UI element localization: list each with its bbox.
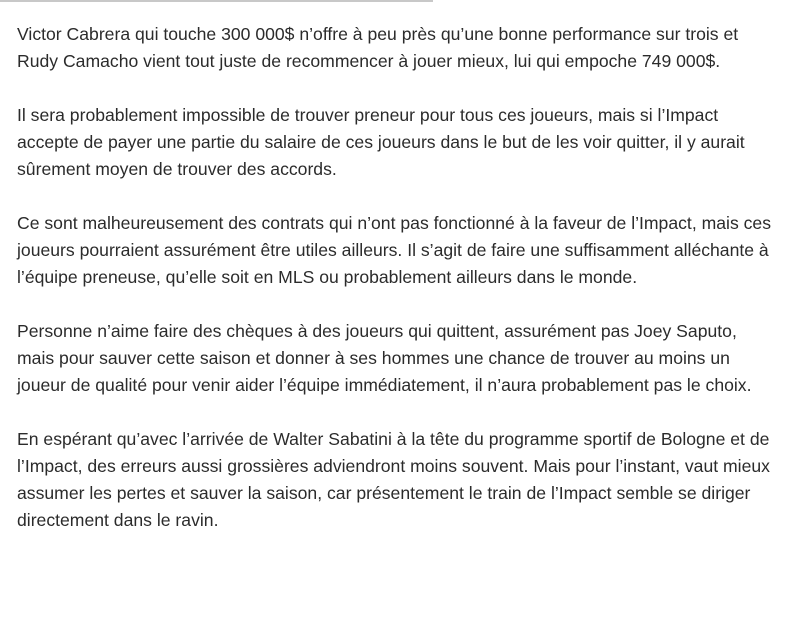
article-paragraph: Victor Cabrera qui touche 300 000$ n’offre à peu près qu’une bonne performance sur trois et Rudy Camacho vient tout juste de recommencer à jouer mieux, lui qui empoche 749 000$. [17,24,739,71]
scroll-progress-bar [0,0,433,2]
article-paragraph: Personne n’aime faire des chèques à des joueurs qui quittent, assurément pas Joey Saputo, mais pour sauver cette saison et donner à ses hommes une chance de trouver au moins un joueur de qualité pour venir aider l’équipe immédiatement, il n’aura probablement pas le choix. [17,321,752,395]
article-paragraph: Ce sont malheureusement des contrats qui n’ont pas fonctionné à la faveur de l’Impact, mais ces joueurs pourraient assurément être utiles ailleurs. Il s’agit de faire une suffisamment alléchante à l’équipe preneuse, qu’elle soit en MLS ou probablement ailleurs dans le monde. [17,213,772,287]
article-body [17,21,777,534]
article-paragraph: En espérant qu’avec l’arrivée de Walter Sabatini à la tête du programme sportif de Bologne et de l’Impact, des erreurs aussi grossières adviendront moins souvent. Mais pour l’instant, vaut mieux assumer les pertes et sauver la saison, car présentement le train de l’Impact semble se diriger directement dans le ravin. [17,429,770,530]
article-paragraph: Il sera probablement impossible de trouver preneur pour tous ces joueurs, mais si l’Impact accepte de payer une partie du salaire de ces joueurs dans le but de les voir quitter, il y aurait sûrement moyen de trouver des accords. [17,105,745,179]
